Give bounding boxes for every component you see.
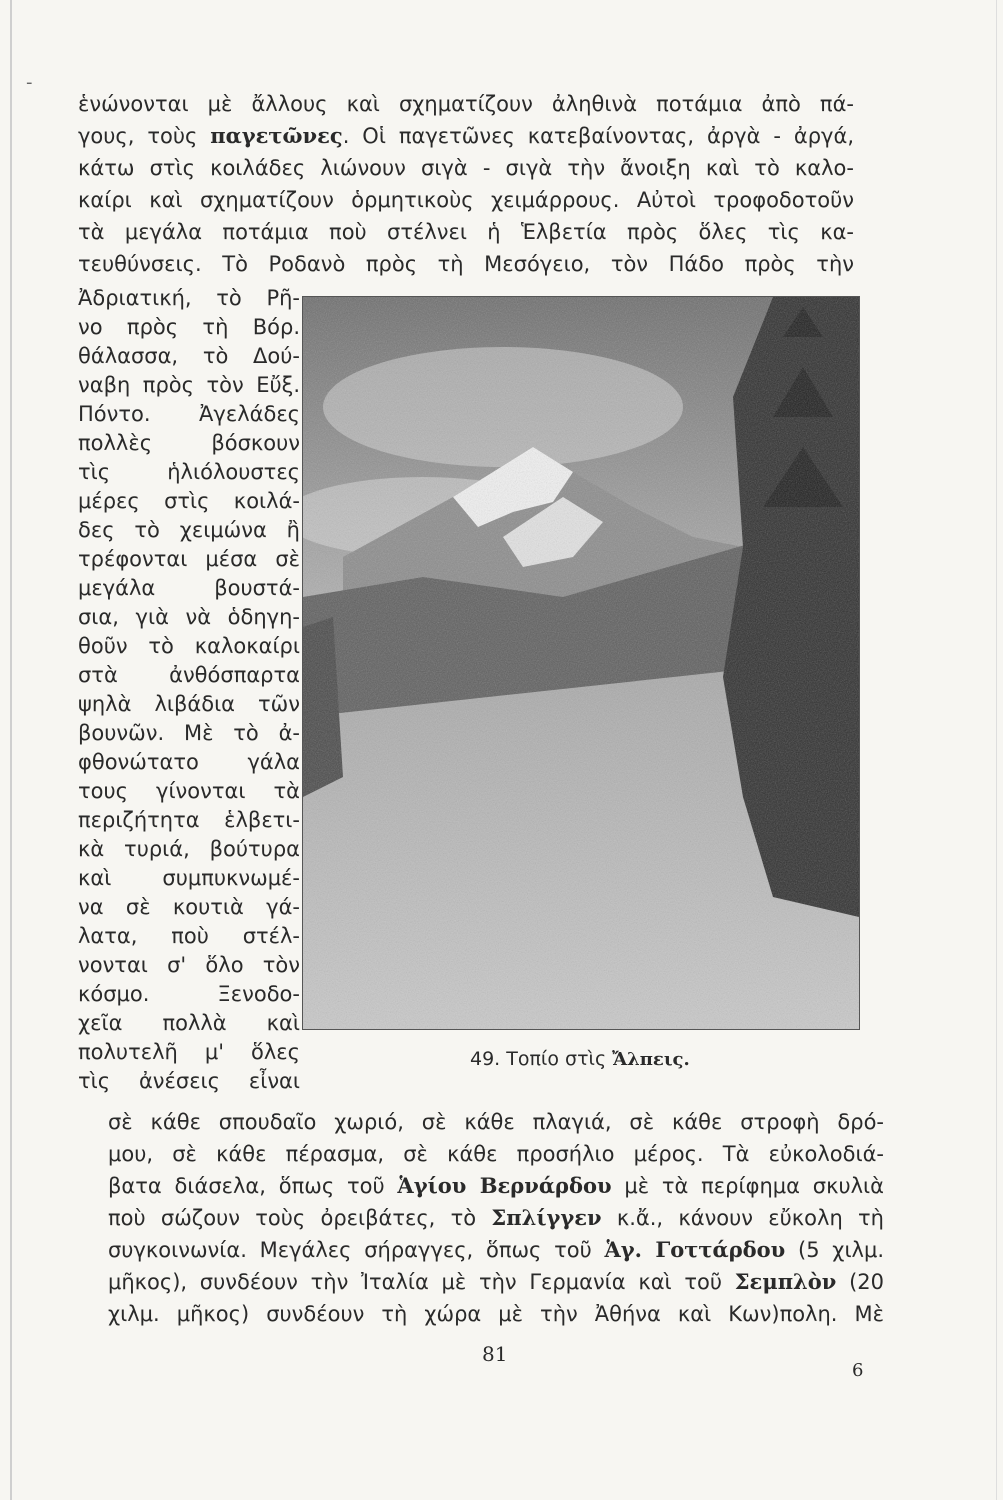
text-line: κόσμο. Ξενοδο- (78, 982, 300, 1006)
text-line: δες τὸ χειμώνα ἢ (78, 518, 300, 542)
alps-landscape-photo (302, 296, 860, 1030)
text-line: σια, γιὰ νὰ ὁδηγη- (78, 605, 300, 629)
text-line: βουνῶν. Μὲ τὸ ἀ- (78, 721, 300, 745)
text-line: θάλασσα, τὸ Δού- (78, 344, 300, 368)
text-line: περιζήτητα ἑλβετι- (78, 808, 300, 832)
page-edge-left (10, 0, 12, 1500)
text-line: πολυτελῆ μ' ὅλες (78, 1040, 300, 1064)
text-line: ψηλὰ λιβάδια τῶν (78, 692, 300, 716)
term-gotthard: Ἁγ. Γοττάρδου (604, 1237, 786, 1262)
text-line: τὰ μεγάλα ποτάμια ποὺ στέλνει ἡ Ἑλβετία πρὸς ὅλες τὶς κα- (78, 220, 854, 244)
photo-drawing (303, 297, 859, 1029)
text-line: ποὺ σώζουν τοὺς ὀρειβάτες, τὸ Σπλίγγεν κ.ἄ., κάνουν εὔκολη τὴ (108, 1205, 884, 1230)
text-line: νο πρὸς τὴ Βόρ. (78, 315, 300, 339)
text-line: βατα διάσελα, ὅπως τοῦ Ἁγίου Βερνάρδου μὲ τὰ περίφημα σκυλιὰ (108, 1173, 884, 1198)
text-line: να σὲ κουτιὰ γά- (78, 895, 300, 919)
text-line: τρέφονται μέσα σὲ (78, 547, 300, 571)
text-line: φθονώτατο γάλα (78, 750, 300, 774)
text-line: τὶς ἡλιόλουστες (78, 460, 300, 484)
text-line: γους, τοὺς παγετῶνες. Οἱ παγετῶνες κατεβαίνοντας, ἀργὰ - ἀργά, (78, 123, 854, 148)
term-agios-vernardos: Ἁγίου Βερνάρδου (397, 1173, 612, 1198)
photo-grain (303, 297, 859, 1029)
text-line: τὶς ἀνέσεις εἶναι (78, 1069, 300, 1093)
text-line: πολλὲς βόσκουν (78, 431, 300, 455)
text-line: μεγάλα βουστά- (78, 576, 300, 600)
signature-mark: 6 (852, 1360, 864, 1381)
text-line: κάτω στὶς κοιλάδες λιώνουν σιγὰ - σιγὰ τὴν ἄνοιξη καὶ τὸ καλο- (78, 156, 854, 180)
text-line: χιλμ. μῆκος) συνδέουν τὴ χώρα μὲ τὴν Ἀθήνα καὶ Κων)πολη. Μὲ (108, 1302, 884, 1326)
text-line: χεῖα πολλὰ καὶ (78, 1011, 300, 1035)
text-line: τους γίνονται τὰ (78, 779, 300, 803)
text-line: καίρι καὶ σχηματίζουν ὁρμητικοὺς χειμάρρους. Αὐτοὶ τροφοδοτοῦν (78, 188, 854, 212)
photo-caption: 49. Τοπίο στὶς Ἄλπεις. (470, 1048, 690, 1070)
text-line: ἑνώνονται μὲ ἄλλους καὶ σχηματίζουν ἀληθινὰ ποτάμια ἀπὸ πά- (78, 92, 854, 116)
text-line: νονται σ' ὅλο τὸν (78, 953, 300, 977)
text-line: Πόντο. Ἀγελάδες (78, 402, 300, 426)
text-line: στὰ ἀνθόσπαρτα (78, 663, 300, 687)
page-edge-right (996, 0, 997, 1500)
text-line: κὰ τυριά, βούτυρα (78, 837, 300, 861)
text-line: λατα, ποὺ στέλ- (78, 924, 300, 948)
text-line: θοῦν τὸ καλοκαίρι (78, 634, 300, 658)
term-splugen: Σπλίγγεν (491, 1205, 602, 1230)
text-line: Ἀδριατική, τὸ Ρῆ- (78, 286, 300, 310)
text-line: τευθύνσεις. Τὸ Ροδανὸ πρὸς τὴ Μεσόγειο, τὸν Πάδο πρὸς τὴν (78, 252, 854, 276)
page-number: 81 (482, 1342, 508, 1366)
text-line: καὶ συμπυκνωμέ- (78, 866, 300, 890)
text-line: συγκοινωνία. Μεγάλες σήραγγες, ὅπως τοῦ Ἁγ. Γοττάρδου (5 χιλμ. (108, 1237, 885, 1262)
text-line: μῆκος), συνδέουν τὴν Ἰταλία μὲ τὴν Γερμανία καὶ τοῦ Σεμπλὸν (20 (108, 1269, 884, 1294)
text-line: ναβη πρὸς τὸν Εὔξ. (78, 373, 300, 397)
term-pagetones: παγετῶνες (210, 123, 343, 148)
margin-mark: - (26, 72, 33, 93)
term-simplon: Σεμπλὸν (734, 1269, 837, 1294)
text-line: σὲ κάθε σπουδαῖο χωριό, σὲ κάθε πλαγιά, σὲ κάθε στροφὴ δρό- (108, 1110, 884, 1134)
text-line: μέρες στὶς κοιλά- (78, 489, 300, 513)
text-line: μου, σὲ κάθε πέρασμα, σὲ κάθε προσήλιο μέρος. Τὰ εὐκολοδιά- (108, 1142, 884, 1166)
